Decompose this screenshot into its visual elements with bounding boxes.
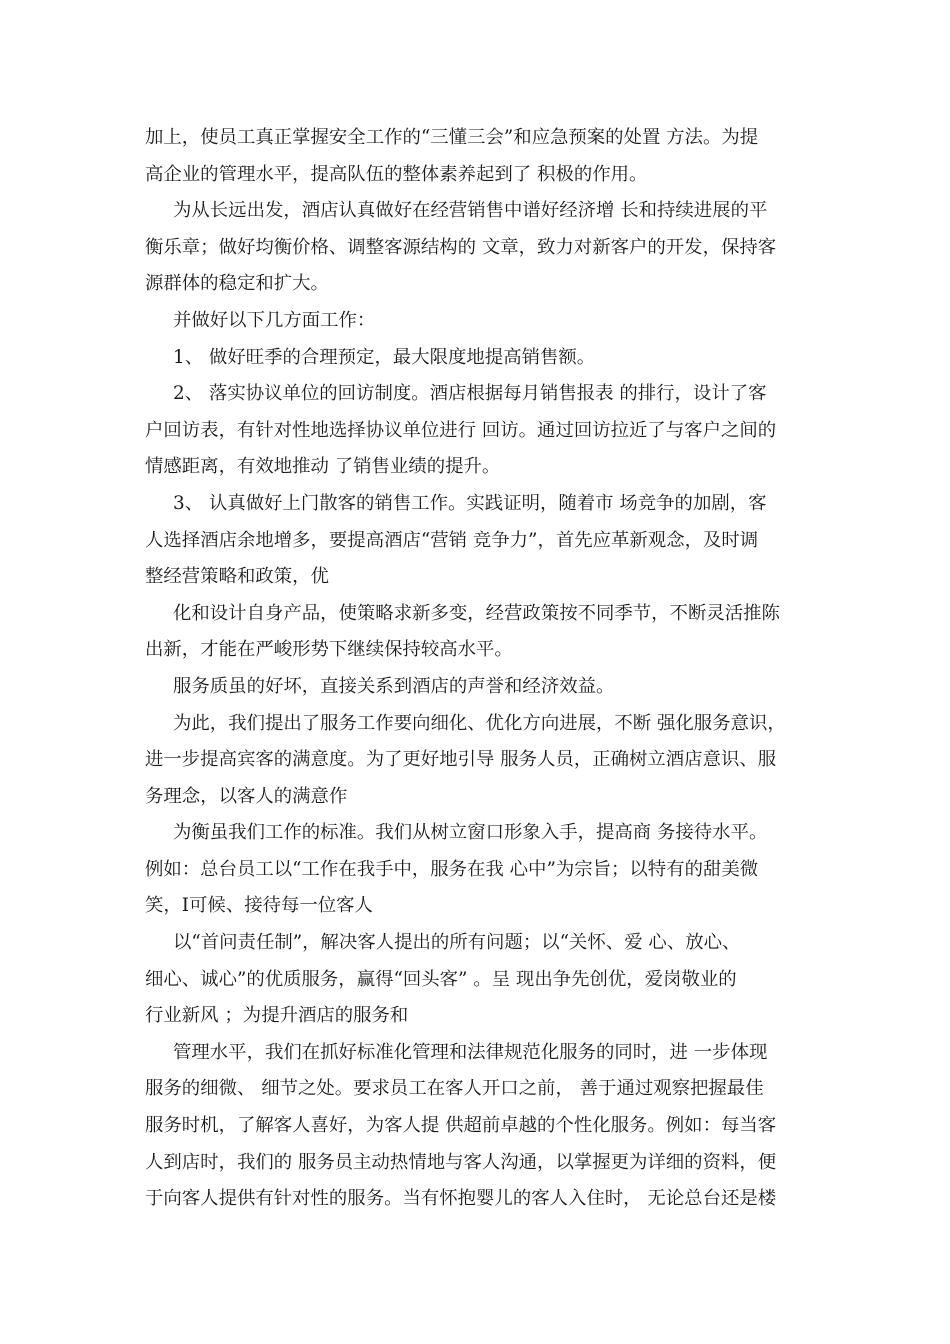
text-line: 管理水平，我们在抓好标准化管理和法律规范化服务的同时，进 一步体现 bbox=[173, 1041, 768, 1063]
text-line: 高企业的管理水平，提高队伍的整体素养起到了 积极的作用。 bbox=[145, 163, 648, 185]
text-line: 为此，我们提出了服务工作要向细化、优化方向进展，不断 强化服务意识， bbox=[173, 712, 786, 734]
text-line: 源群体的稳定和扩大。 bbox=[145, 273, 329, 295]
text-line: 服务质虽的好坏，直接关系到酒店的声誉和经济效益。 bbox=[173, 675, 615, 697]
text-line: 务理念，以客人的满意作 bbox=[145, 785, 348, 807]
text-line: 人选择酒店余地增多，要提高酒店“营销 竞争力”，首先应革新观念，及时调 bbox=[145, 529, 759, 551]
text-line: 例如：总台员工以“工作在我手中，服务在我 心中”为宗旨；以特有的甜美微 bbox=[145, 858, 759, 880]
text-line: 为从长远出发，酒店认真做好在经营销售中谱好经济增 长和持续进展的平 bbox=[173, 200, 768, 222]
text-line: 服务的细微、 细节之处。要求员工在客人开口之前， 善于通过观察把握最佳 bbox=[145, 1078, 764, 1100]
text-line: 于向客人提供有针对性的服务。当有怀抱婴儿的客人入住时， 无论总台还是楼 bbox=[145, 1188, 777, 1210]
text-line: 服务时机，了解客人喜好，为客人提 供超前卓越的个性化服务。例如：每当客 bbox=[145, 1115, 777, 1137]
text-line: 人到店时，我们的 服务员主动热情地与客人沟通，以掌握更为详细的资料，便 bbox=[145, 1151, 777, 1173]
text-line: 化和设计自身产品，使策略求新多变，经营政策按不同季节，不断灵活推陈 bbox=[173, 602, 780, 624]
text-line: 1、 做好旺季的合理预定，最大限度地提高销售额。 bbox=[173, 346, 596, 368]
text-line: 细心、诚心”的优质服务，赢得“回头客” 。呈 现出争先创优，爱岗敬业的 bbox=[145, 968, 737, 990]
text-line: 2、 落实协议单位的回访制度。酒店根据每月销售报表 的排行，设计了客 bbox=[173, 383, 767, 405]
text-line: 为衡虽我们工作的标准。我们从树立窗口形象入手，提高商 务接待水平。 bbox=[173, 822, 768, 844]
document-body bbox=[145, 120, 810, 1218]
text-line: 加上，使员工真正掌握安全工作的“三懂三会”和应急预案的处置 方法。为提 bbox=[145, 127, 759, 148]
text-line: 以“首问责任制”，解决客人提出的所有问题；以“关怀、爱 心、放心、 bbox=[173, 932, 741, 954]
text-line: 衡乐章；做好均衡价格、调整客源结构的 文章，致力对新客户的开发，保持客 bbox=[145, 236, 777, 258]
text-line: 整经营策略和政策，优 bbox=[145, 566, 329, 588]
text-line: 行业新风 ；为提升酒店的服务和 bbox=[145, 1005, 409, 1027]
text-line: 情感距离，有效地推动 了销售业绩的提升。 bbox=[145, 456, 501, 478]
text-line: 进一步提高宾客的满意度。为了更好地引导 服务人员，正确树立酒店意识、服 bbox=[145, 749, 777, 771]
text-line: 户回访表，有针对性地选择协议单位进行 回访。通过回访拉近了与客户之间的 bbox=[145, 419, 777, 441]
text-line: 出新，才能在严峻形势下继续保持较高水平。 bbox=[145, 639, 513, 661]
text-line: 3、 认真做好上门散客的销售工作。实践证明，随着市 场竞争的加剧，客 bbox=[173, 492, 767, 514]
text-line: 笑，I可候、接待每一位客人 bbox=[145, 895, 373, 917]
text-line: 并做好以下几方面工作： bbox=[173, 309, 376, 331]
